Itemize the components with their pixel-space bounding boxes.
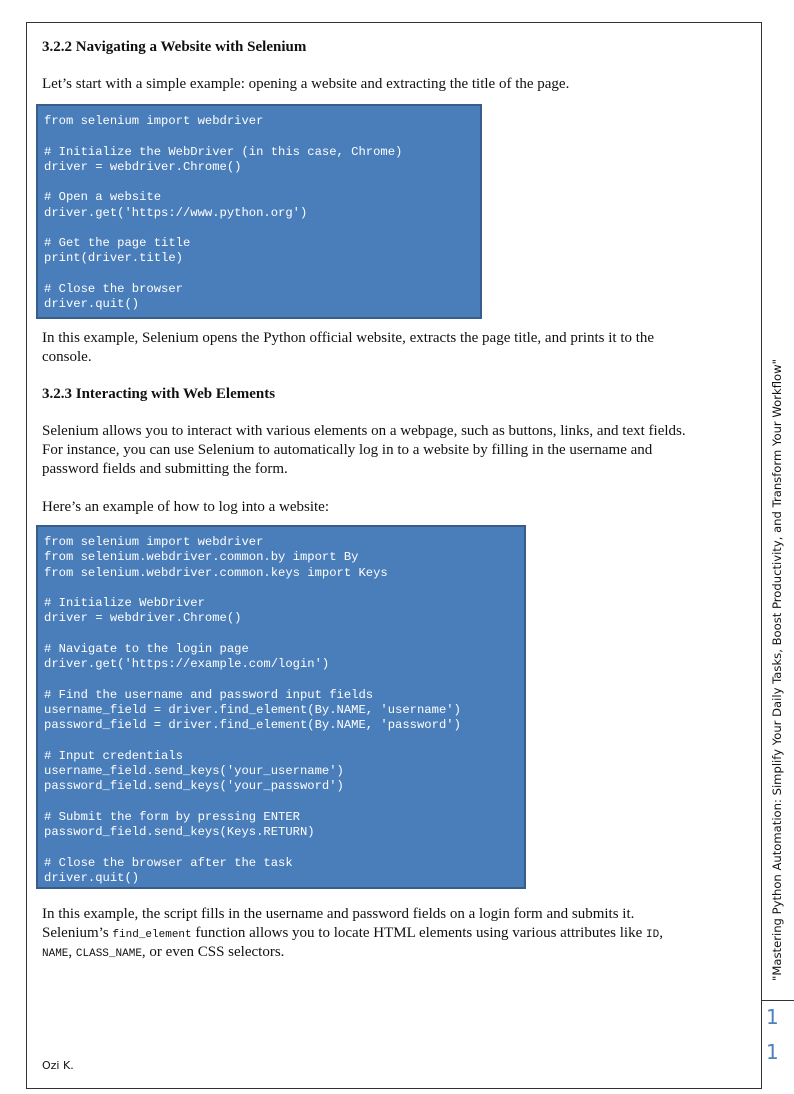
code-line: # Submit the form by pressing ENTER <box>44 809 300 824</box>
author-footer: Ozi K. <box>42 1059 74 1072</box>
paragraph-line <box>42 943 284 964</box>
code-line: password_field.send_keys(Keys.RETURN) <box>44 825 315 840</box>
page-number-digit: 1 <box>766 1040 779 1064</box>
page-number-digit: 1 <box>766 1005 779 1029</box>
inline-code: ID <box>646 929 660 941</box>
code-line: password_field.send_keys('your_password') <box>44 779 344 794</box>
paragraph-line: For instance, you can use Selenium to automatically log in to a website by filling in the username and <box>42 442 653 458</box>
text: , <box>68 944 76 960</box>
code-line: from selenium.webdriver.common.by import By <box>44 550 359 565</box>
code-line <box>44 175 474 190</box>
text: Selenium’s <box>42 925 113 941</box>
code-line: # Find the username and password input fields <box>44 687 374 702</box>
code-line: from selenium import webdriver <box>44 114 264 128</box>
paragraph: Let’s start with a simple example: opening a website and extracting the title of the page. <box>42 76 570 92</box>
code-block <box>36 104 482 319</box>
code-line: # Close the browser <box>44 281 183 296</box>
code-line: from selenium import webdriver <box>44 535 264 549</box>
paragraph-line <box>42 924 663 945</box>
code-line <box>44 733 518 748</box>
code-line: driver.get('https://www.python.org') <box>44 205 308 220</box>
code-line: # Initialize the WebDriver (in this case, Chrome) <box>44 144 403 159</box>
paragraph-line: In this example, Selenium opens the Python official website, extracts the page title, and prints it to the <box>42 330 655 346</box>
code-block <box>36 525 526 889</box>
code-line: driver = webdriver.Chrome() <box>44 159 242 174</box>
code-line: # Get the page title <box>44 236 191 251</box>
code-line <box>44 267 474 282</box>
code-line: print(driver.title) <box>44 251 183 266</box>
code-line <box>44 672 518 687</box>
text: , <box>659 925 663 941</box>
section-heading: 3.2.2 Navigating a Website with Selenium <box>42 39 307 55</box>
code-line: driver.quit() <box>44 870 140 885</box>
inline-code: find_element <box>112 929 192 941</box>
code-line <box>44 795 518 810</box>
code-line: # Open a website <box>44 190 162 205</box>
code-line <box>44 627 518 642</box>
code-line: # Navigate to the login page <box>44 641 249 656</box>
code-line: username_field = driver.find_element(By.NAME, 'username') <box>44 702 461 717</box>
paragraph-line: password fields and submitting the form. <box>42 461 288 477</box>
code-line: from selenium.webdriver.common.keys import Keys <box>44 565 388 580</box>
code-line: driver = webdriver.Chrome() <box>44 611 242 626</box>
code-line <box>44 221 474 236</box>
code-line <box>44 129 474 144</box>
code-line: # Input credentials <box>44 748 183 763</box>
inline-code: CLASS_NAME <box>75 948 142 960</box>
paragraph-line: console. <box>42 349 92 365</box>
code-line <box>44 581 518 596</box>
paragraph-line: Selenium allows you to interact with various elements on a webpage, such as buttons, links, and text fields. <box>42 423 686 439</box>
book-title-sidebar: "Mastering Python Automation: Simplify Your Daily Tasks, Boost Productivity, and Transform Your Workflow" <box>770 359 784 981</box>
text: , or even CSS selectors. <box>141 944 285 960</box>
code-line: driver.quit() <box>44 297 140 312</box>
text: function allows you to locate HTML elements using various attributes like <box>191 925 646 941</box>
code-line: username_field.send_keys('your_username') <box>44 763 344 778</box>
divider <box>762 1000 794 1001</box>
code-line: # Close the browser after the task <box>44 855 293 870</box>
code-line: password_field = driver.find_element(By.NAME, 'password') <box>44 718 461 733</box>
section-heading: 3.2.3 Interacting with Web Elements <box>42 386 276 402</box>
code-line <box>44 840 518 855</box>
code-line: # Initialize WebDriver <box>44 596 205 611</box>
inline-code: NAME <box>42 948 69 960</box>
code-line: driver.get('https://example.com/login') <box>44 657 330 672</box>
paragraph: Here’s an example of how to log into a website: <box>42 499 330 515</box>
paragraph-line: In this example, the script fills in the username and password fields on a login form and submits it. <box>42 906 635 922</box>
